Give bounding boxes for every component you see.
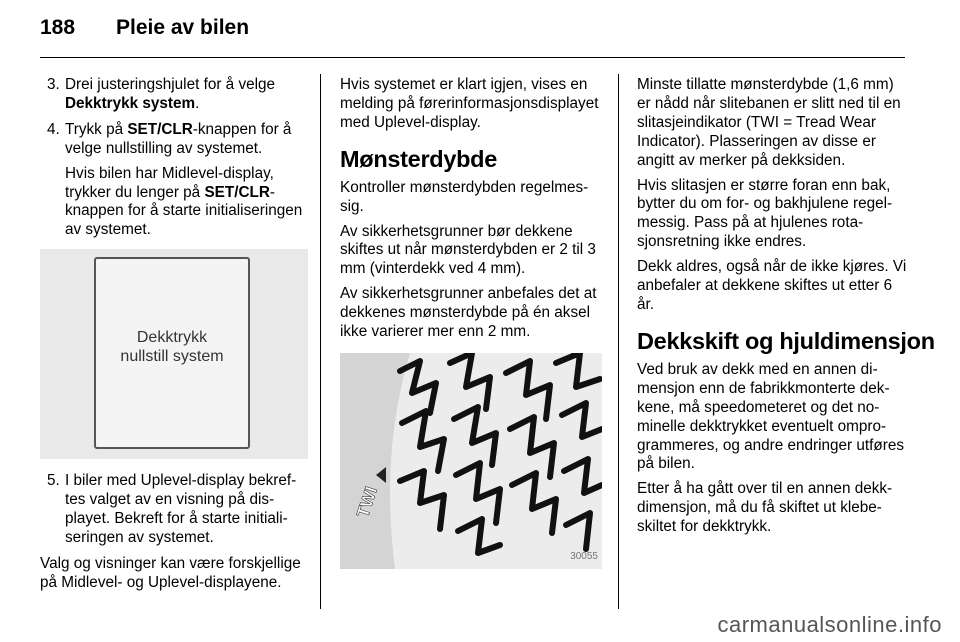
paragraph: Etter å ha gått over til en annen dekkdimensjon, må du få skiftet ut klebeskiltet for dekktrykk. xyxy=(637,480,893,536)
paragraph: Av sikkerhetsgrunner anbefales det at dekkenes mønsterdybde på én aksel ikke varierer mer enn 2 mm. xyxy=(340,285,597,341)
column-divider-2 xyxy=(618,74,619,609)
item-text: Trykk på xyxy=(65,120,128,138)
column-divider-1 xyxy=(320,74,321,609)
column-middle xyxy=(340,76,605,569)
sub-bold-text: SET/CLR xyxy=(204,183,270,201)
item-text: Drei justeringshjulet for å velge xyxy=(65,76,276,93)
tire-tread-illustration xyxy=(340,353,602,569)
item-text: I biler med Uplevel-display bekreftes valget av en visning på displayet. Bekreft for å starte initialiseringen av systemet. xyxy=(65,472,297,546)
display-line-2: nullstill system xyxy=(120,348,224,366)
section-heading: Dekkskift og hjuldimensjon xyxy=(637,327,935,354)
display-message xyxy=(96,328,248,366)
paragraph: Minste tillatte mønsterdybde (1,6 mm) er nådd når slitebanen er slitt ned til en slitasjeindikator (TWI = Tread Wear Indicator). Plasseringen av disse er angitt av merker på dekksiden. xyxy=(637,76,901,169)
list-item-5 xyxy=(40,472,308,548)
display-line-1: Dekktrykk xyxy=(136,329,208,347)
item-text-end: -knappen for å velge nullstilling av systemet. xyxy=(65,120,292,157)
list-number: 4. xyxy=(47,120,60,138)
watermark: carmanualsonline.info xyxy=(717,612,942,637)
tire-twi-label: TWI xyxy=(353,484,381,520)
list-number: 3. xyxy=(47,76,60,93)
sub-text-end: -knappen for å starte initialiseringen av systemet. xyxy=(65,183,303,239)
list-item-3 xyxy=(40,76,308,114)
figure-code: 30055 xyxy=(570,551,598,563)
display-screen xyxy=(94,257,250,449)
column-left xyxy=(40,76,308,599)
item-bold-text: SET/CLR xyxy=(127,120,193,138)
page-number: 188 xyxy=(40,16,76,39)
paragraph: Hvis slitasjen er større foran enn bak, bytter du om for- og bakhjulene regelmessig. Pass på at hjulenes rotasjonsretning ikke endres. xyxy=(637,176,893,251)
item-bold-text: Dekktrykk system xyxy=(65,94,196,112)
display-illustration xyxy=(40,249,308,459)
paragraph: Kontroller mønsterdybden regelmessig. xyxy=(340,178,589,215)
paragraph: Valg og visninger kan være forskjellige på Midlevel- og Uplevel-displayene. xyxy=(40,554,301,591)
section-heading: Mønsterdybde xyxy=(340,145,497,172)
sub-text: Hvis bilen har Midlevel-display, trykker du lenger på xyxy=(65,164,274,201)
item-text-end: . xyxy=(195,94,200,112)
header-rule xyxy=(40,57,905,58)
tire-tread-icon xyxy=(340,353,602,569)
item-sub-paragraph xyxy=(65,165,308,241)
paragraph: Ved bruk av dekk med en annen dimensjon enn de fabrikkmonterte dekkene, må speedometeret og det nominelle dekktrykket eventuelt omprogrammeres, og andre endringer utføres på bilen. xyxy=(637,360,904,473)
intro-paragraph: Hvis systemet er klart igjen, vises en melding på førerinformasjonsdisplayet med Uplevel-display. xyxy=(340,76,599,131)
page-title: Pleie av bilen xyxy=(116,16,250,39)
paragraph: Dekk aldres, også når de ikke kjøres. Vi anbefaler at dekkene skiftes ut etter 6 år. xyxy=(637,258,907,313)
paragraph: Av sikkerhetsgrunner bør dekkene skiftes ut når mønsterdybden er 2 til 3 mm (vinterdekk ved 4 mm). xyxy=(340,222,596,278)
list-number: 5. xyxy=(47,472,60,490)
list-item-4 xyxy=(40,121,308,240)
column-right xyxy=(637,76,935,543)
